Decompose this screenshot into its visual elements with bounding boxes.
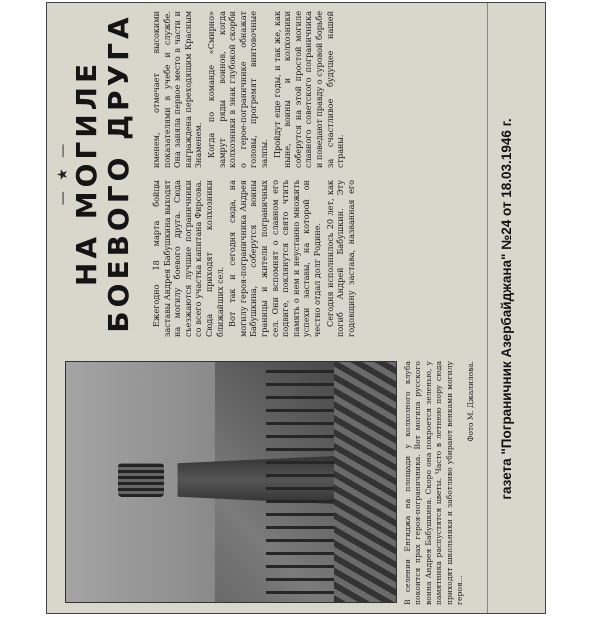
article-paragraph: Когда по команде «Смирно» замрут ряды воинов, когда колхозники в знак глубокой скорби о герое-пограничнике обнажат головы, прогремят винтовочные залпы.: [205, 11, 269, 168]
article-paragraph: Пройдут еще годы, и так же, как ныне, воины и колхозники соберутся на этой простой могиле славного советского пограничника и поведают правду о суровой борьбе за счастливое будущее нашей страны.: [271, 11, 346, 168]
divider-line: [487, 3, 488, 614]
grave-monument-photo: [65, 361, 397, 603]
photo-caption: [403, 361, 477, 605]
monument-urn: [118, 463, 164, 497]
rotated-clipping-content: [47, 3, 546, 614]
article-body: [151, 11, 481, 337]
article-paragraph: Ежегодно 18 марта бойцы заставы Андрея Бабушкина выходят на могилу боевого друга. Сюда съезжаются лучшие пограничники со всего участка капитана Фирсова. Сюда приходят колхозники ближайших сел.: [151, 180, 225, 337]
photo-credit: Фото М. Джалилова.: [466, 361, 476, 442]
article-paragraph: Сегодня исполнилось 20 лет, как погиб Андрей Бабушкин. Эту годовщину застава, названная его именем, отмечает высокими показателями в учебе и службе. Она заняла первое место в части и награждена переходящим Красным Знаменем.: [151, 11, 356, 337]
article-paragraph: Вот так и сегодня сюда, на могилу героя-пограничника Андрея Бабушкина, соберутся воины границы и жители пограничных сел. Они вспомнят о славном его подвиге, поклянутся свято чтить память о нем и неустанно множить успехи заставы, на которой он честно отдал долг Родине.: [227, 180, 322, 337]
article-headline-block: [55, 3, 151, 343]
monument-fence: [266, 370, 336, 594]
article-column: [47, 3, 546, 343]
photo-column: [47, 355, 546, 614]
newspaper-clipping: [46, 2, 546, 614]
photo-caption-text: В селении Енгиджа на площади у колхозного клуба покоится прах героя-пограничника. Вот могила русского воина Андрея Бабушкина. Скоро она покроется зеленью, у памятника распустятся цветы. Часто в летнюю пору сюда приходят школьники и заботливо убирают венками могилу героя...: [403, 361, 465, 605]
source-caption: газета "Пограничник Азербайджана" №24 от 18.03.1946 г.: [499, 118, 514, 500]
article-headline: НА МОГИЛЕ БОЕВОГО ДРУГА: [70, 13, 135, 333]
headline-ornament: — ★ —: [55, 140, 71, 206]
